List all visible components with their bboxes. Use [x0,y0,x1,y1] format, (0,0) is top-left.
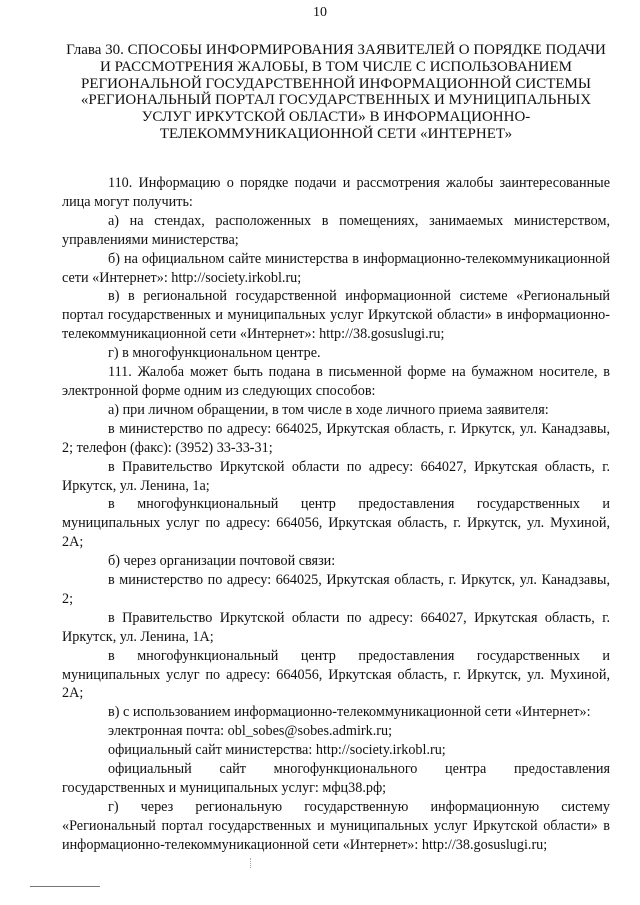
paragraph-111-g: г) через региональную государственную информационную систему «Региональный портал государственных и муниципальных услуг Иркутской области» в информационно-телекоммуникационной сети «Интернет»: http://38.gosuslugi.ru; [62,798,610,853]
paragraph-110-v: в) в региональной государственной информационной системе «Региональный портал государственных и муниципальных услуг Иркутской области» в информационно-телекоммуникационной сети «Интернет»: http://38.gosuslugi.ru; [62,288,610,343]
paragraph-110: 110. Информацию о порядке подачи и рассмотрения жалобы заинтересованные лица могут получить: [62,175,610,210]
document-body [62,174,610,855]
paragraph-110-a: а) на стендах, расположенных в помещениях, занимаемых министерством, управлениями министерства; [62,212,610,248]
paragraph-111-b: б) через организации почтовой связи: [108,553,336,570]
address-ministry-personal: в министерство по адресу: 664025, Иркутская область, г. Иркутск, ул. Канадзавы, 2; телефон (факс): (3952) 33-33-31; [62,420,610,456]
paragraph-111-a: а) при личном обращении, в том числе в ходе личного приема заявителя: [108,401,549,418]
address-ministry-post: в министерство по адресу: 664025, Иркутская область, г. Иркутск, ул. Канадзавы, 2; [62,572,610,607]
address-government-personal: в Правительство Иркутской области по адресу: 664027, Иркутская область, г. Иркутск, ул. Ленина, 1а; [62,458,610,494]
contact-ministry-site: официальный сайт министерства: http://society.irkobl.ru; [108,742,446,759]
paragraph-110-g: г) в многофункциональном центре. [108,345,321,362]
address-mfc-post: в многофункциональный центр предоставления государственных и муниципальных услуг по адресу: 664056, Иркутская область, г. Иркутск, ул. Мухиной, 2А; [62,647,610,702]
contact-mfc-site: официальный сайт многофункционального центра предоставления государственных и муниципальных услуг: мфц38.рф; [62,761,610,796]
address-mfc-personal: в многофункциональный центр предоставления государственных и муниципальных услуг по адресу: 664056, Иркутская область, г. Иркутск, ул. Мухиной, 2А; [62,496,610,551]
paragraph-111: 111. Жалоба может быть подана в письменной форме на бумажном носителе, в электронной форме одним из следующих способов: [62,364,610,399]
scan-mark [250,858,252,868]
contact-email: электронная почта: obl_sobes@sobes.admirk.ru; [108,723,393,740]
address-government-post: в Правительство Иркутской области по адресу: 664027, Иркутская область, г. Иркутск, ул. Ленина, 1А; [62,609,610,645]
page-number: 10 [313,5,327,20]
paragraph-111-v: в) с использованием информационно-телекоммуникационной сети «Интернет»: [108,704,591,721]
footer-rule [30,886,100,887]
paragraph-110-b: б) на официальном сайте министерства в информационно-телекоммуникационной сети «Интернет»: http://society.irkobl.ru; [62,250,610,286]
chapter-title: Глава 30. СПОСОБЫ ИНФОРМИРОВАНИЯ ЗАЯВИТЕЛЕЙ О ПОРЯДКЕ ПОДАЧИ И РАССМОТРЕНИЯ ЖАЛОБЫ, В ТОМ ЧИСЛЕ С ИСПОЛЬЗОВАНИЕМ РЕГИОНАЛЬНОЙ ГОСУДАРСТВЕННОЙ ИНФОРМАЦИОННОЙ СИСТЕМЫ «РЕГИОНАЛЬНЫЙ ПОРТАЛ ГОСУДАРСТВЕННЫХ И МУНИЦИПАЛЬНЫХ УСЛУГ ИРКУТСКОЙ ОБЛАСТИ» В ИНФОРМАЦИОННО-ТЕЛЕКОММУНИКАЦИОННОЙ СЕТИ «ИНТЕРНЕТ» [66,42,606,142]
